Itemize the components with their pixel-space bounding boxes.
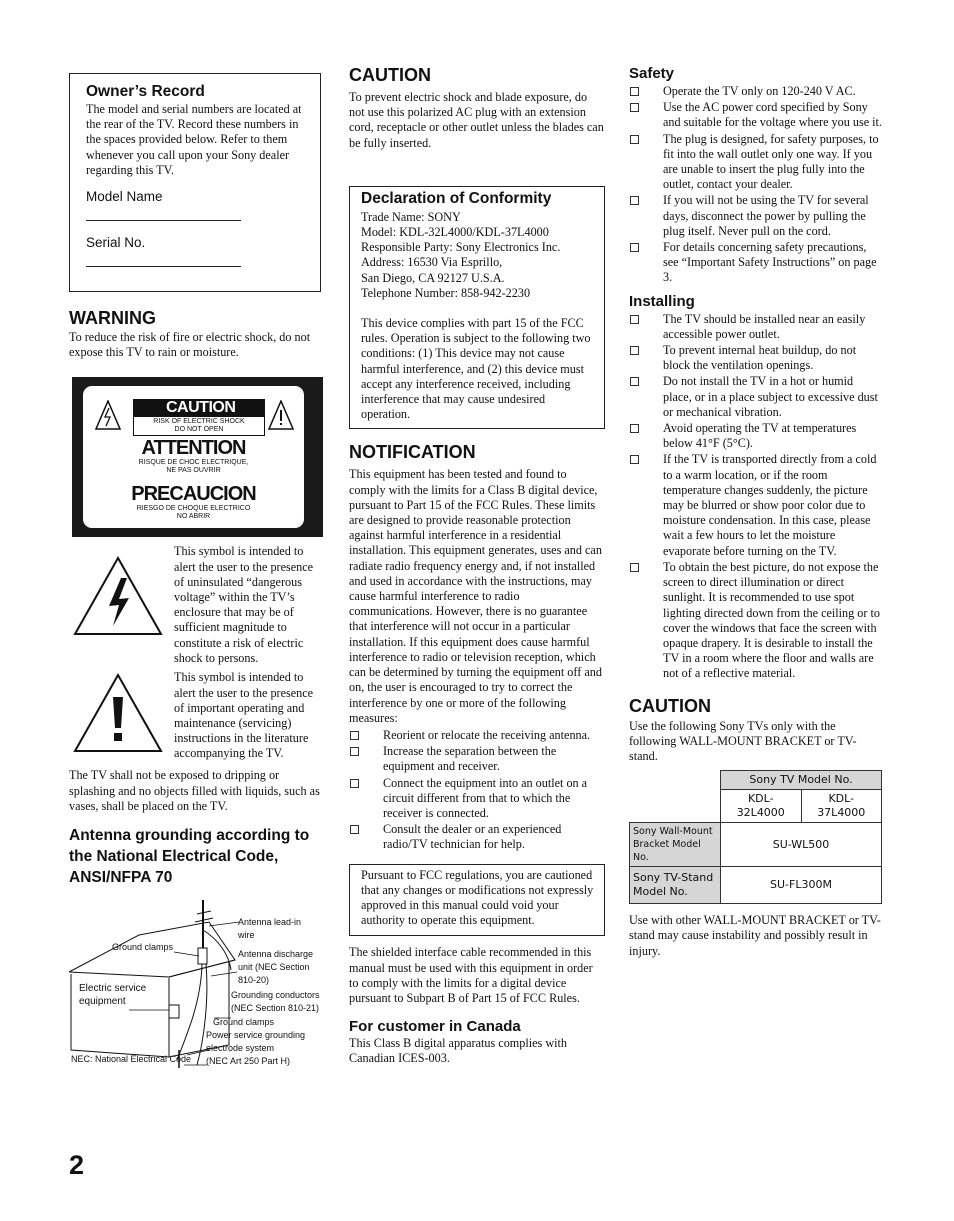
checkbox-square-icon bbox=[630, 455, 639, 464]
antenna-title: Antenna grounding according to the National Electrical Code, ANSI/NFPA 70 bbox=[69, 827, 310, 887]
table-header: Sony TV Model No. bbox=[721, 771, 882, 790]
safety-list bbox=[629, 84, 883, 286]
precaucion-heading: PRECAUCION bbox=[131, 483, 256, 506]
label-discharge-1: Antenna discharge bbox=[238, 949, 314, 960]
list-item-text: To obtain the best picture, do not expose the screen to direct illumination or direct sunlight. It is recommended to use spot lighting directed down from the ceiling or to cover the windows that face the screen with opaque drapery. It is desirable to install the TV in a room where the floor and walls are not of a reflective material. bbox=[663, 559, 880, 681]
label-lead-in-2: wire bbox=[238, 930, 255, 941]
list-item-text: The TV should be installed near an easily accessible power outlet. bbox=[663, 311, 866, 341]
list-item bbox=[629, 100, 883, 130]
checkbox-square-icon bbox=[630, 563, 639, 572]
model-name-line bbox=[86, 204, 241, 221]
canada-title: For customer in Canada bbox=[349, 1018, 521, 1036]
exclamation-symbol-icon bbox=[73, 673, 163, 753]
caution-mount-title: CAUTION bbox=[629, 695, 711, 716]
attention-sub-1: RISQUE DE CHOC ELECTRIQUE, bbox=[138, 459, 249, 467]
list-item-text: Do not install the TV in a hot or humid place, or in a place subject to excessive dust or mechanical vibration. bbox=[663, 374, 878, 419]
label-nec: NEC: National Electrical Code bbox=[71, 1054, 192, 1065]
checkbox-square-icon bbox=[350, 747, 359, 756]
label-service-2: equipment bbox=[79, 996, 126, 1008]
declaration-line: Address: 16530 Via Esprillo, bbox=[361, 255, 503, 270]
table-row2-value: SU-FL300M bbox=[721, 867, 882, 904]
label-discharge-2: unit (NEC Section bbox=[238, 962, 310, 973]
list-item-text: Increase the separation between the equipment and receiver. bbox=[383, 744, 557, 774]
declaration-line: Model: KDL-32L4000/KDL-37L4000 bbox=[361, 225, 549, 240]
list-item bbox=[349, 728, 605, 743]
exclamation-triangle-icon bbox=[268, 400, 294, 430]
list-item bbox=[629, 193, 883, 239]
right-column bbox=[629, 62, 883, 959]
fcc-box bbox=[349, 864, 605, 937]
list-item bbox=[629, 132, 883, 193]
list-item bbox=[629, 312, 883, 342]
lightning-symbol-icon bbox=[73, 556, 163, 636]
installing-list bbox=[629, 312, 883, 682]
attention-heading: ATTENTION bbox=[141, 437, 246, 460]
label-service-1: Electric service bbox=[79, 983, 147, 995]
declaration-line: Trade Name: SONY bbox=[361, 209, 461, 224]
checkbox-square-icon bbox=[630, 315, 639, 324]
caution-plug-text: To prevent electric shock and blade exposure, do not use this polarized AC plug with an extension cord, receptacle or other outlet unless the blades can be fully inserted. bbox=[349, 90, 604, 150]
declaration-lines bbox=[361, 210, 594, 301]
list-item-text: Consult the dealer or an experienced radio/TV technician for help. bbox=[383, 822, 562, 852]
list-item bbox=[349, 776, 605, 822]
checkbox-square-icon bbox=[350, 731, 359, 740]
checkbox-square-icon bbox=[630, 135, 639, 144]
table-row1-value: SU-WL500 bbox=[721, 823, 882, 867]
middle-column bbox=[349, 62, 605, 1067]
label-power-3: (NEC Art 250 Part H) bbox=[206, 1056, 291, 1067]
antenna-diagram bbox=[69, 900, 321, 1078]
checkbox-square-icon bbox=[630, 377, 639, 386]
caution-mount-text: Use the following Sony TVs only with the following WALL-MOUNT BRACKET or TV-stand. bbox=[629, 718, 857, 763]
safety-title: Safety bbox=[629, 65, 675, 82]
exclamation-symbol-row bbox=[69, 670, 321, 760]
notification-text: This equipment has been tested and found to comply with the limits for a Class B digital device, pursuant to Part 15 of the FCC Rules. These limits are designed to provide reasonable protection against harmful interference in a residential installation. This equipment generates, uses and can radiate radio frequency energy and, if not installed and used in accordance with the instructions, may cause harmful interference to radio communications. However, there is no guarantee that interference will not occur in a particular installation. If this equipment does cause harmful interference to radio or television reception, which can be determined by turning the equipment off and on, the user is encouraged to try to correct the interference by one or more of the following measures: bbox=[349, 467, 602, 725]
list-item bbox=[629, 374, 883, 420]
precaucion-sub-2: NO ABRIR bbox=[176, 513, 211, 521]
left-column bbox=[69, 62, 321, 1078]
checkbox-square-icon bbox=[350, 825, 359, 834]
declaration-line: Responsible Party: Sony Electronics Inc. bbox=[361, 240, 561, 255]
list-item bbox=[629, 560, 883, 682]
list-item bbox=[629, 343, 883, 373]
list-item-text: Use the AC power cord specified by Sony and suitable for the voltage where you use it. bbox=[663, 100, 882, 130]
list-item-text: Operate the TV only on 120-240 V AC. bbox=[663, 84, 856, 98]
declaration-box bbox=[349, 186, 605, 430]
owners-record-box bbox=[69, 73, 321, 292]
label-conductors-1: Grounding conductors bbox=[231, 990, 320, 1001]
owners-record-text: The model and serial numbers are located at the rear of the TV. Record these numbers in the spaces provided below. Refer to them whenever you call upon your Sony dealer regarding this TV. bbox=[86, 102, 302, 177]
drip-text: The TV shall not be exposed to dripping or splashing and no objects filled with liquids, such as vases, shall be placed on the TV. bbox=[69, 768, 320, 813]
fcc-box-text: Pursuant to FCC regulations, you are cautioned that any changes or modifications not expressly approved in this manual could void your authority to operate this equipment. bbox=[361, 867, 594, 928]
checkbox-square-icon bbox=[630, 196, 639, 205]
checkbox-square-icon bbox=[630, 103, 639, 112]
exclamation-symbol-text: This symbol is intended to alert the user to the presence of important operating and maintenance (servicing) instructions in the literature accompanying the TV. bbox=[174, 670, 314, 761]
serial-line bbox=[86, 250, 241, 267]
declaration-line: San Diego, CA 92127 U.S.A. bbox=[361, 270, 505, 285]
checkbox-square-icon bbox=[350, 779, 359, 788]
checkbox-square-icon bbox=[630, 424, 639, 433]
caution-label-panel bbox=[72, 377, 323, 537]
declaration-title: Declaration of Conformity bbox=[361, 189, 552, 207]
page-number: 2 bbox=[69, 1150, 85, 1180]
label-power-1: Power service grounding bbox=[206, 1030, 306, 1041]
notification-list bbox=[349, 728, 605, 853]
list-item bbox=[349, 822, 605, 852]
list-item-text: Avoid operating the TV at temperatures below 41°F (5°C). bbox=[663, 421, 857, 451]
list-item-text: If you will not be using the TV for several days, disconnect the power by pulling the plug itself. Never pull on the cord. bbox=[663, 193, 869, 238]
declaration-text: This device complies with part 15 of the FCC rules. Operation is subject to the following two conditions: (1) This device may not cause harmful interference, and (2) this device must accept any interference received, including interference that may cause undesired operation. bbox=[361, 316, 591, 422]
lightning-symbol-row bbox=[69, 544, 321, 664]
shielded-text: The shielded interface cable recommended in this manual must be used with this equipment in order to comply with the limits for a digital device pursuant to Subpart B of Part 15 of FCC Rules. bbox=[349, 945, 593, 1005]
label-ground-clamps-bottom: Ground clamps bbox=[213, 1017, 275, 1028]
caution-mount-after: Use with other WALL-MOUNT BRACKET or TV-stand may cause instability and possibly result in injury. bbox=[629, 913, 881, 958]
list-item bbox=[629, 421, 883, 451]
caution-sub-1: RISK OF ELECTRIC SHOCK bbox=[153, 418, 245, 426]
caution-label-heading: CAUTION bbox=[133, 399, 265, 417]
list-item bbox=[629, 84, 883, 99]
table-row2-label: Sony TV-Stand Model No. bbox=[630, 867, 721, 904]
list-item bbox=[349, 744, 605, 774]
label-ground-clamps-top: Ground clamps bbox=[112, 942, 174, 953]
canada-text: This Class B digital apparatus complies with Canadian ICES-003. bbox=[349, 1036, 567, 1066]
checkbox-square-icon bbox=[630, 346, 639, 355]
list-item-text: To prevent internal heat buildup, do not block the ventilation openings. bbox=[663, 343, 857, 373]
label-conductors-2: (NEC Section 810-21) bbox=[231, 1003, 320, 1014]
table-row1-label: Sony Wall-Mount Bracket Model No. bbox=[630, 823, 721, 867]
list-item-text: Connect the equipment into an outlet on a circuit different from that to which the receiver is connected. bbox=[383, 775, 588, 820]
precaucion-sub-1: RIESGO DE CHOQUE ELECTRICO bbox=[136, 505, 251, 513]
label-discharge-3: 810-20) bbox=[238, 975, 270, 986]
notification-title: NOTIFICATION bbox=[349, 442, 476, 463]
table-model-2: KDL-37L4000 bbox=[801, 790, 882, 823]
warning-text: To reduce the risk of fire or electric shock, do not expose this TV to rain or moisture. bbox=[69, 330, 311, 360]
lightning-triangle-icon bbox=[95, 400, 121, 430]
list-item bbox=[629, 240, 883, 286]
mount-model-table bbox=[629, 770, 882, 904]
model-name-label: Model Name bbox=[86, 189, 163, 205]
checkbox-square-icon bbox=[630, 87, 639, 96]
installing-title: Installing bbox=[629, 292, 695, 310]
list-item bbox=[629, 452, 883, 558]
declaration-line: Telephone Number: 858-942-2230 bbox=[361, 285, 531, 300]
caution-label bbox=[83, 386, 304, 528]
list-item-text: The plug is designed, for safety purposes, to fit into the wall outlet only one way. If you are unable to insert the plug fully into the outlet, contact your dealer. bbox=[663, 131, 879, 192]
label-lead-in-1: Antenna lead-in bbox=[238, 917, 302, 928]
serial-label: Serial No. bbox=[86, 235, 146, 251]
list-item-text: If the TV is transported directly from a cold to a warm location, or if the room temperature changes suddenly, the picture may be blurred or show poor color due to moisture condensation. In this case, please wait a few hours to let the moisture evaporate before turning on the TV. bbox=[663, 452, 877, 558]
owners-record-title: Owner’s Record bbox=[86, 83, 205, 100]
caution-sub-2: DO NOT OPEN bbox=[174, 426, 224, 434]
checkbox-square-icon bbox=[630, 243, 639, 252]
list-item-text: Reorient or relocate the receiving antenna. bbox=[383, 727, 591, 742]
attention-sub-2: NE PAS OUVRIR bbox=[166, 467, 221, 475]
lightning-symbol-text: This symbol is intended to alert the user to the presence of uninsulated “dangerous voltage” within the TV’s enclosure that may be of sufficient magnitude to constitute a risk of electric shock to persons. bbox=[174, 544, 314, 665]
table-model-1: KDL-32L4000 bbox=[721, 790, 802, 823]
caution-plug-title: CAUTION bbox=[349, 65, 431, 85]
warning-title: WARNING bbox=[69, 308, 156, 328]
list-item-text: For details concerning safety precautions, see “Important Safety Instructions” on page 3. bbox=[663, 240, 877, 285]
label-power-2: electrode system bbox=[206, 1043, 275, 1054]
